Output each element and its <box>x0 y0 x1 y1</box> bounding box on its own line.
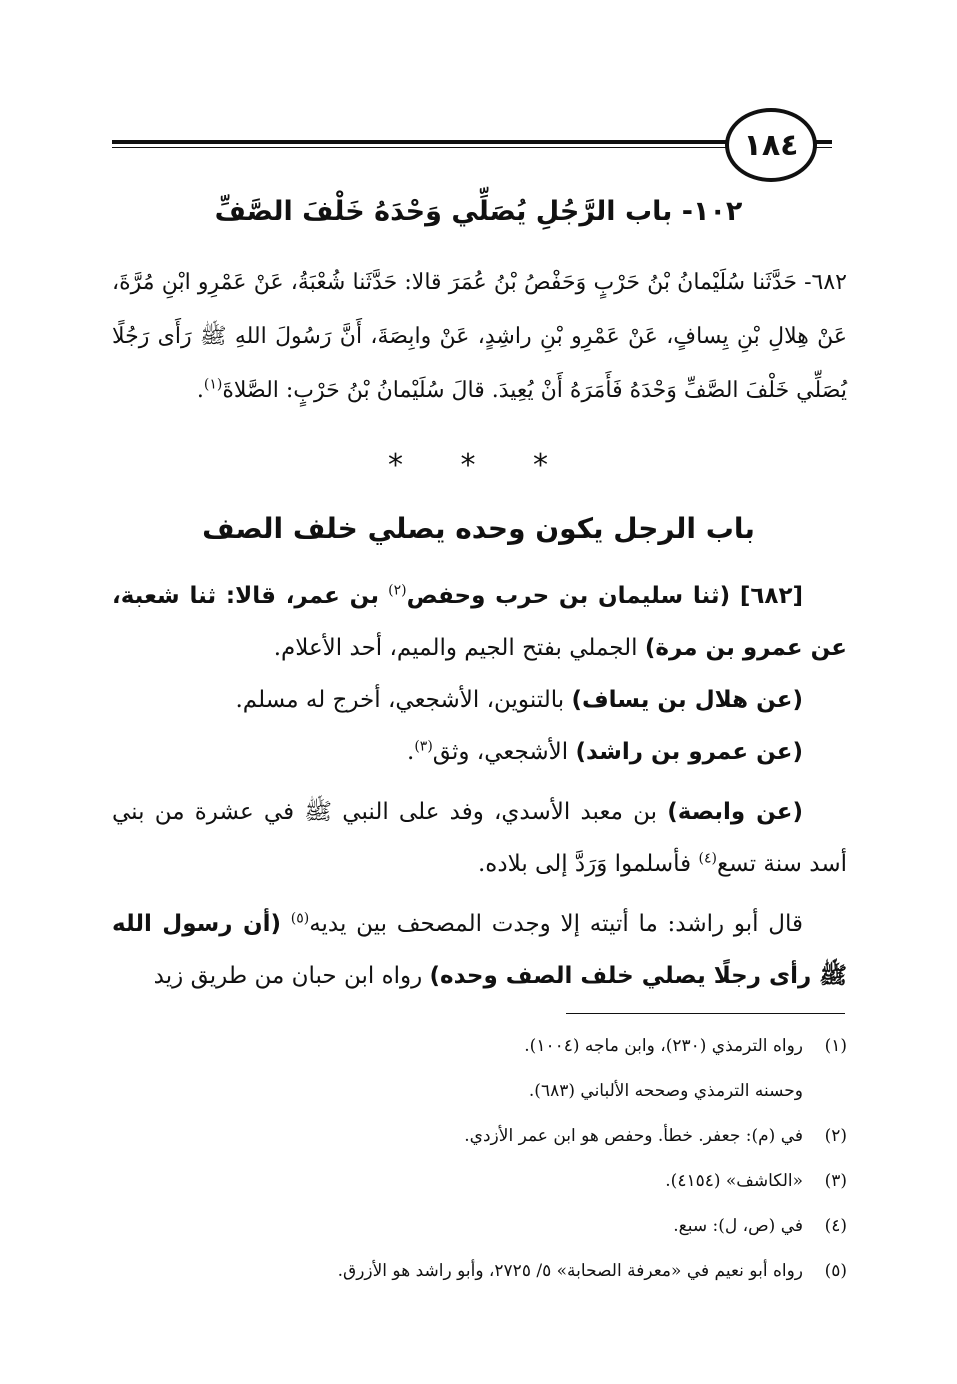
commentary-text: الأشجعي، وثق <box>432 739 569 765</box>
footnote-ref-4: (٤) <box>698 850 717 867</box>
commentary-paragraph-2 <box>112 674 847 726</box>
footnote-number: (٣) <box>824 1171 847 1191</box>
quoted-isnad-cont: بن عمر، قالا: ثنا شعبة، عن عمرو بن مرة) <box>112 583 847 661</box>
footnote-text: في (م): جعفر. خطأ. وحفص هو ابن عمر الأزدي. <box>464 1126 803 1146</box>
chapter-title: ١٠٢- باب الرَّجُلِ يُصَلِّي وَحْدَهُ خَلْفَ الصَّفِّ <box>214 196 743 227</box>
hadith-text <box>112 256 847 418</box>
commentary-title: باب الرجل يكون وحده يصلي خلف الصف <box>202 512 755 545</box>
footnote-text: «الكاشف» (٤١٥٤). <box>665 1171 803 1191</box>
commentary-text: بن معبد الأسدي، وفد على النبي ﷺ في عشرة من بني أسد سنة تسع <box>112 799 847 877</box>
commentary-text: فأسلموا وَرَدَّ إلى بلاده. <box>478 851 692 877</box>
footnotes <box>112 1024 847 1294</box>
footnote-number: (١) <box>824 1036 847 1056</box>
footnote-ref-3: (٣) <box>414 738 433 755</box>
page-number-badge <box>725 108 817 182</box>
quoted-name: (عن وابصة) <box>667 799 803 825</box>
footnote <box>112 1024 847 1069</box>
commentary-text: رواه ابن حبان من طريق زيد <box>153 963 423 989</box>
footnote <box>112 1249 847 1294</box>
commentary-paragraph-1 <box>112 570 847 674</box>
commentary-text: بالتنوين، الأشجعي، أخرج له مسلم. <box>235 687 565 713</box>
footnote <box>112 1204 847 1249</box>
hadith-end: . <box>196 378 204 403</box>
footnote <box>112 1159 847 1204</box>
commentary <box>112 570 847 1002</box>
commentary-text: قال أبو راشد: ما أتيته إلا وجدت المصحف بين يديه <box>309 911 803 937</box>
footnote-text: رواه أبو نعيم في «معرفة الصحابة» ٥/ ٢٧٢٥، وأبو راشد هو الأزرق. <box>337 1261 803 1281</box>
hadith-body: ٦٨٢- حَدَّثَنا سُلَيْمانُ بْنُ حَرْبٍ وَحَفْصُ بْنُ عُمَرَ قالا: حَدَّثَنا شُعْبَةُ، عَنْ عَمْرِو ابْنِ مُرَّةَ، عَنْ هِلالِ بْنِ يِسافٍ، عَنْ عَمْرِو بْنِ راشِدٍ، عَنْ وابِصَةَ، أَنَّ رَسُولَ اللهِ ﷺ رَأَى رَجُلًا يُصَلِّي خَلْفَ الصَّفِّ وَحْدَهُ فَأَمَرَهُ أَنْ يُعِيدَ. قالَ سُلَيْمانُ بْنُ حَرْبٍ: الصَّلاةَ <box>112 270 847 403</box>
footnote-ref-5: (٥) <box>290 910 310 927</box>
quoted-name: (عن عمرو بن راشد) <box>575 739 803 765</box>
quoted-isnad: [٦٨٢] (ثنا سليمان بن حرب وحفص <box>406 583 804 609</box>
commentary-paragraph-5 <box>112 898 847 1002</box>
footnote-number: (٤) <box>824 1216 847 1236</box>
footnote-ref-1: (١) <box>203 376 223 393</box>
commentary-paragraph-3 <box>112 726 847 778</box>
footnote-number: (٥) <box>824 1261 847 1281</box>
quoted-matn: (أن رسول الله ﷺ رأى رجلًا يصلي خلف الصف وحده) <box>112 911 847 989</box>
section-separator: * * * <box>387 448 573 483</box>
footnote <box>112 1114 847 1159</box>
period: . <box>407 739 415 765</box>
footnote-text: في (ص، ل): سبع. <box>673 1216 803 1236</box>
footnote-text: وحسنه الترمذي وصححه الألباني (٦٨٣). <box>528 1081 803 1101</box>
commentary-paragraph-4 <box>112 786 847 890</box>
footnote-rule <box>566 1013 845 1014</box>
commentary-text: الجملي بفتح الجيم والميم، أحد الأعلام. <box>273 635 638 661</box>
footnote-continuation <box>112 1069 847 1114</box>
footnote-number: (٢) <box>824 1126 847 1146</box>
quoted-name: (عن هلال بن يساف) <box>571 687 803 713</box>
header-rule <box>112 140 832 150</box>
page-number: ١٨٤ <box>743 127 799 163</box>
footnote-ref-2: (٢) <box>388 582 407 599</box>
footnote-text: رواه الترمذي (٢٣٠)، وابن ماجه (١٠٠٤). <box>524 1036 803 1056</box>
